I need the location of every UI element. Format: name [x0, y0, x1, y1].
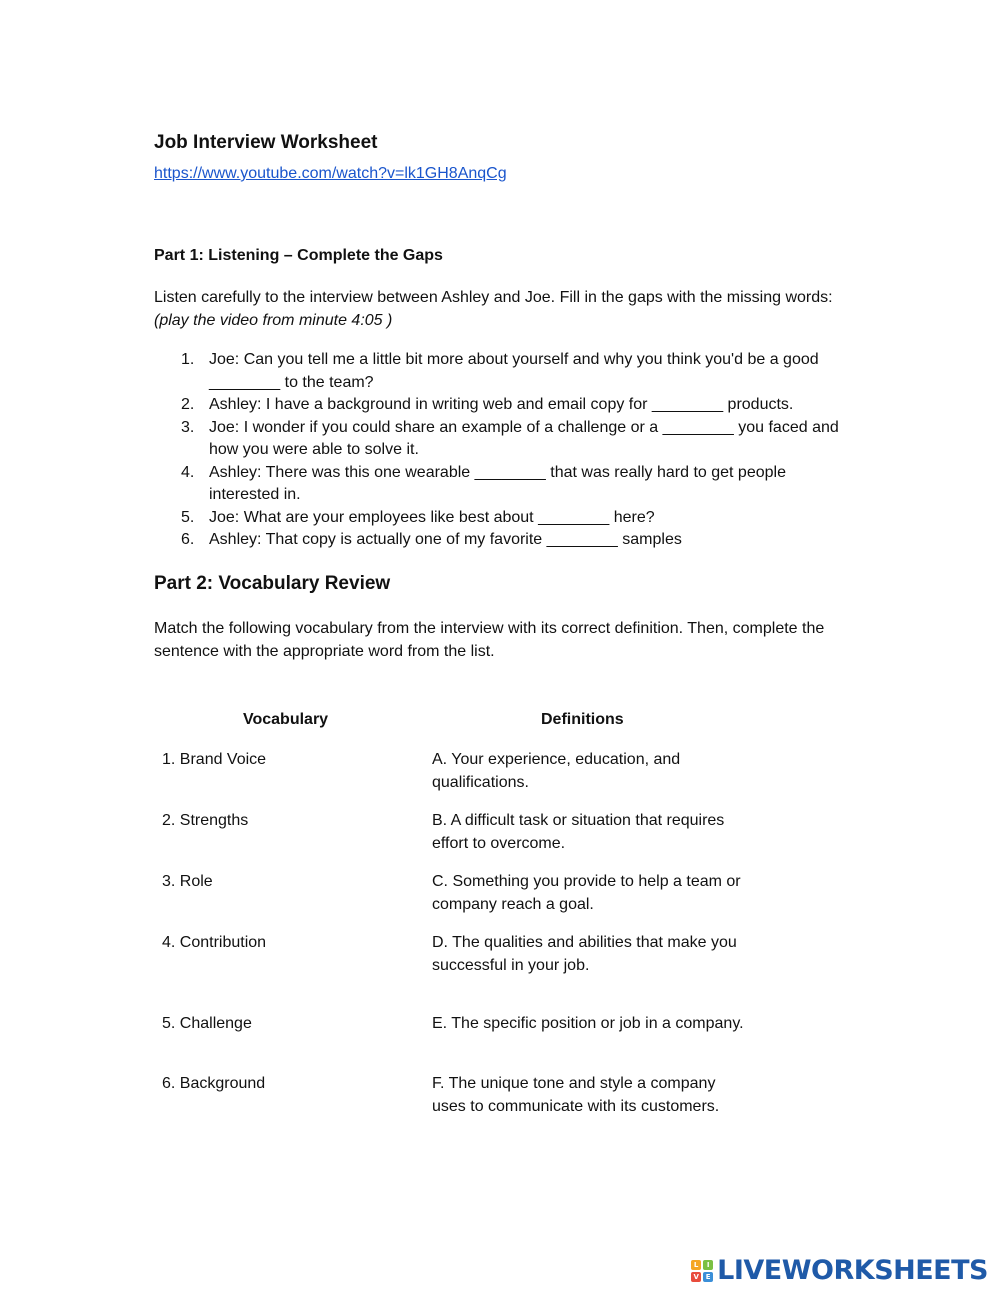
vocab-term: 6. Background — [162, 1075, 266, 1092]
logo-blocks-icon — [691, 1260, 713, 1282]
vocab-term: 5. Challenge — [162, 1015, 252, 1032]
gap-item — [154, 507, 854, 530]
gap-item — [154, 349, 854, 394]
gap-item-text: Ashley: I have a background in writing web and email copy for ________ products. — [209, 396, 794, 413]
vocab-term: 1. Brand Voice — [162, 751, 267, 768]
video-link[interactable]: https://www.youtube.com/watch?v=lk1GH8AnqCg — [154, 165, 507, 182]
part1-instructions — [154, 287, 854, 332]
gap-item-text: Ashley: There was this one wearable ________ that was really hard to get people interested in. — [209, 463, 786, 503]
gap-fill-list — [154, 349, 854, 552]
logo-block: L — [691, 1260, 701, 1270]
gap-item-number: 5. — [181, 508, 195, 526]
liveworksheets-logo — [691, 1255, 988, 1286]
logo-block: E — [703, 1272, 713, 1282]
gap-item-text: Joe: What are your employees like best about ________ here? — [209, 508, 655, 526]
part2-instructions: Match the following vocabulary from the interview with its correct definition. Then, complete the sentence with the appropriate word from the list. — [154, 620, 825, 660]
gap-item-number: 3. — [181, 418, 195, 436]
vocab-definition: D. The qualities and abilities that make you successful in your job. — [432, 934, 737, 974]
gap-item-text: Joe: I wonder if you could share an example of a challenge or a ________ you faced and how you were able to solve it. — [209, 418, 839, 458]
vocab-definition: C. Something you provide to help a team or company reach a goal. — [432, 873, 741, 913]
gap-item — [154, 462, 854, 507]
vocab-definition: B. A difficult task or situation that requires effort to overcome. — [432, 812, 725, 852]
gap-item-number: 4. — [181, 463, 195, 481]
vocab-term: 3. Role — [162, 873, 213, 890]
gap-item-text: Ashley: That copy is actually one of my favorite ________ samples — [209, 531, 682, 548]
part1-instruction-text: Listen carefully to the interview between Ashley and Joe. Fill in the gaps with the missing words: — [154, 289, 833, 306]
vocab-definition: A. Your experience, education, and qualifications. — [432, 751, 681, 791]
gap-item — [154, 394, 854, 417]
vocabulary-column-header: Vocabulary — [243, 711, 329, 728]
vocab-definition: F. The unique tone and style a company uses to communicate with its customers. — [432, 1075, 720, 1115]
logo-block: I — [703, 1260, 713, 1270]
gap-item-number: 1. — [181, 351, 195, 368]
gap-item — [154, 417, 854, 462]
logo-block: V — [691, 1272, 701, 1282]
vocab-term: 2. Strengths — [162, 812, 249, 829]
part1-heading: Part 1: Listening – Complete the Gaps — [154, 247, 443, 264]
vocab-definition: E. The specific position or job in a company. — [432, 1015, 744, 1032]
part1-instruction-note: (play the video from minute 4:05 ) — [154, 311, 393, 329]
gap-item-number: 6. — [181, 531, 195, 548]
gap-item-number: 2. — [181, 396, 195, 413]
worksheet-title: Job Interview Worksheet — [154, 132, 378, 153]
vocab-term: 4. Contribution — [162, 934, 267, 951]
part2-heading: Part 2: Vocabulary Review — [154, 573, 391, 594]
gap-item — [154, 529, 854, 552]
gap-item-text: Joe: Can you tell me a little bit more about yourself and why you think you'd be a good ________ to the team? — [209, 351, 819, 391]
logo-text: LIVEWORKSHEETS — [717, 1255, 988, 1286]
definitions-column-header: Definitions — [541, 711, 624, 728]
